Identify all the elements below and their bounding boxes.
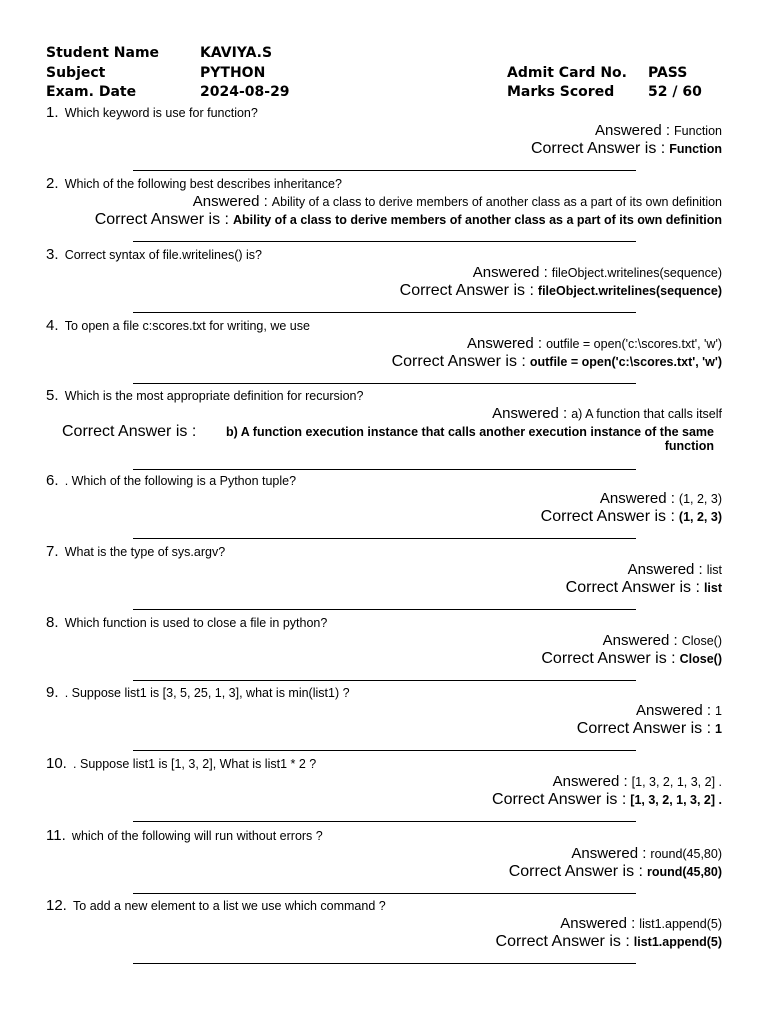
question-text: . Suppose list1 is [1, 3, 2], What is list1 * 2 ?: [73, 757, 317, 771]
divider: [133, 538, 636, 539]
question-number: 7. What is the type of sys.argv?: [46, 543, 226, 560]
exam-date-label: Exam. Date: [46, 84, 137, 100]
marks-label: Marks Scored: [507, 84, 615, 100]
question-block: [0, 104, 768, 175]
divider: [133, 963, 636, 964]
question-block: [0, 614, 768, 685]
question-number: 8. Which function is used to close a file in python?: [46, 614, 328, 631]
correct-value: 1: [715, 722, 722, 736]
divider: [133, 383, 636, 384]
correct-value: fileObject.writelines(sequence): [537, 284, 722, 298]
answered-row: Answered : fileObject.writelines(sequence): [472, 264, 722, 281]
answered-value: round(45,80): [650, 847, 722, 861]
correct-row: Correct Answer is : round(45,80): [508, 863, 722, 880]
correct-row: Correct Answer is : outfile = open('c:\scores.txt', 'w'): [391, 353, 722, 370]
question-text: To open a file c:scores.txt for writing, we use: [64, 319, 310, 333]
divider: [133, 312, 636, 313]
student-name-label: Student Name: [46, 45, 160, 61]
answered-value: fileObject.writelines(sequence): [551, 266, 722, 280]
correct-value: Function: [669, 142, 722, 156]
correct-row: Correct Answer is : list: [565, 579, 722, 596]
correct-row: Correct Answer is : [1, 3, 2, 1, 3, 2] .: [492, 791, 722, 808]
correct-value: Close(): [679, 652, 722, 666]
correct-value: b) A function execution instance that calls another execution instance of the same function: [225, 425, 714, 453]
answered-row: Answered : Ability of a class to derive members of another class as a part of its own definition: [192, 193, 722, 210]
question-number: 5. Which is the most appropriate definition for recursion?: [46, 387, 364, 404]
question-text: Which keyword is use for function?: [64, 106, 258, 120]
question-block: [0, 317, 768, 388]
question-block: [0, 246, 768, 317]
question-block: [0, 387, 768, 472]
answered-row: Answered : round(45,80): [571, 845, 722, 862]
question-number: 12. To add a new element to a list we use which command ?: [46, 897, 386, 914]
answered-value: Ability of a class to derive members of another class as a part of its own definition: [271, 195, 722, 209]
question-text: . Which of the following is a Python tuple?: [64, 474, 297, 488]
correct-row: Correct Answer is : fileObject.writelines(sequence): [399, 282, 722, 299]
exam-date-value: 2024-08-29: [200, 84, 290, 100]
question-text: Which of the following best describes inheritance?: [64, 177, 342, 191]
answered-row: Answered : list1.append(5): [560, 915, 722, 932]
answered-row: Answered : Function: [595, 122, 722, 139]
answered-row: Answered : list: [627, 561, 722, 578]
correct-row: Correct Answer is : Function: [530, 140, 722, 157]
answered-value: [1, 3, 2, 1, 3, 2] .: [631, 775, 722, 789]
question-block: [0, 827, 768, 898]
question-number: 11. which of the following will run without errors ?: [46, 827, 323, 844]
question-text: Which function is used to close a file in python?: [64, 616, 328, 630]
divider: [133, 241, 636, 242]
divider: [133, 170, 636, 171]
question-number: 1. Which keyword is use for function?: [46, 104, 258, 121]
question-number: 4. To open a file c:scores.txt for writing, we use: [46, 317, 310, 334]
correct-value: Ability of a class to derive members of another class as a part of its own definition: [232, 213, 722, 227]
answered-row: Answered : a) A function that calls itself: [492, 405, 722, 422]
question-text: Which is the most appropriate definition for recursion?: [64, 389, 364, 403]
question-text: What is the type of sys.argv?: [64, 545, 226, 559]
answered-value: a) A function that calls itself: [571, 407, 722, 421]
correct-value: round(45,80): [646, 865, 722, 879]
divider: [133, 821, 636, 822]
correct-value: list: [703, 581, 722, 595]
question-block: [0, 175, 768, 246]
correct-row: Correct Answer is : list1.append(5): [495, 933, 722, 950]
question-number: 2. Which of the following best describes inheritance?: [46, 175, 342, 192]
divider: [133, 893, 636, 894]
answered-value: (1, 2, 3): [678, 492, 722, 506]
answered-value: list: [706, 563, 722, 577]
correct-value: (1, 2, 3): [678, 510, 722, 524]
answered-value: outfile = open('c:\scores.txt', 'w'): [546, 337, 722, 351]
subject-label: Subject: [46, 65, 106, 81]
answered-value: list1.append(5): [639, 917, 722, 931]
divider: [133, 750, 636, 751]
answered-row: Answered : (1, 2, 3): [599, 490, 722, 507]
divider: [133, 609, 636, 610]
question-text: Correct syntax of file.writelines() is?: [64, 248, 262, 262]
correct-value: list1.append(5): [633, 935, 722, 949]
answered-row: Answered : 1: [636, 702, 722, 719]
question-number: 9. . Suppose list1 is [3, 5, 25, 1, 3], what is min(list1) ?: [46, 684, 350, 701]
admit-card-value: PASS: [648, 65, 688, 81]
admit-card-label: Admit Card No.: [507, 65, 627, 81]
answered-row: Answered : [1, 3, 2, 1, 3, 2] .: [552, 773, 722, 790]
question-block: [0, 543, 768, 614]
question-number: 6. . Which of the following is a Python tuple?: [46, 472, 297, 489]
question-block: [0, 684, 768, 755]
answered-value: 1: [715, 704, 722, 718]
answered-row: Answered : outfile = open('c:\scores.txt', 'w'): [467, 335, 722, 352]
correct-value: outfile = open('c:\scores.txt', 'w'): [529, 355, 722, 369]
correct-row: Correct Answer is : (1, 2, 3): [540, 508, 722, 525]
question-number: 10. . Suppose list1 is [1, 3, 2], What is list1 * 2 ?: [46, 755, 317, 772]
marks-value: 52 / 60: [648, 84, 702, 100]
correct-row: Correct Answer is : Close(): [541, 650, 722, 667]
answered-row: Answered : Close(): [602, 632, 722, 649]
divider: [133, 680, 636, 681]
question-block: [0, 472, 768, 543]
question-text: To add a new element to a list we use which command ?: [73, 899, 386, 913]
correct-row: Correct Answer is : Ability of a class to derive members of another class as a part of its own definition: [94, 211, 722, 228]
question-text: . Suppose list1 is [3, 5, 25, 1, 3], what is min(list1) ?: [64, 686, 350, 700]
divider: [133, 469, 636, 470]
student-name-value: KAVIYA.S: [200, 45, 273, 61]
correct-label: Correct Answer is :: [62, 423, 197, 440]
question-block: [0, 755, 768, 826]
correct-row: Correct Answer is : 1: [576, 720, 722, 737]
answered-value: Close(): [681, 634, 722, 648]
subject-value: PYTHON: [200, 65, 266, 81]
correct-value: [1, 3, 2, 1, 3, 2] .: [630, 793, 722, 807]
answered-value: Function: [674, 124, 722, 138]
question-block: [0, 897, 768, 968]
question-text: which of the following will run without errors ?: [71, 829, 323, 843]
question-number: 3. Correct syntax of file.writelines() is?: [46, 246, 262, 263]
